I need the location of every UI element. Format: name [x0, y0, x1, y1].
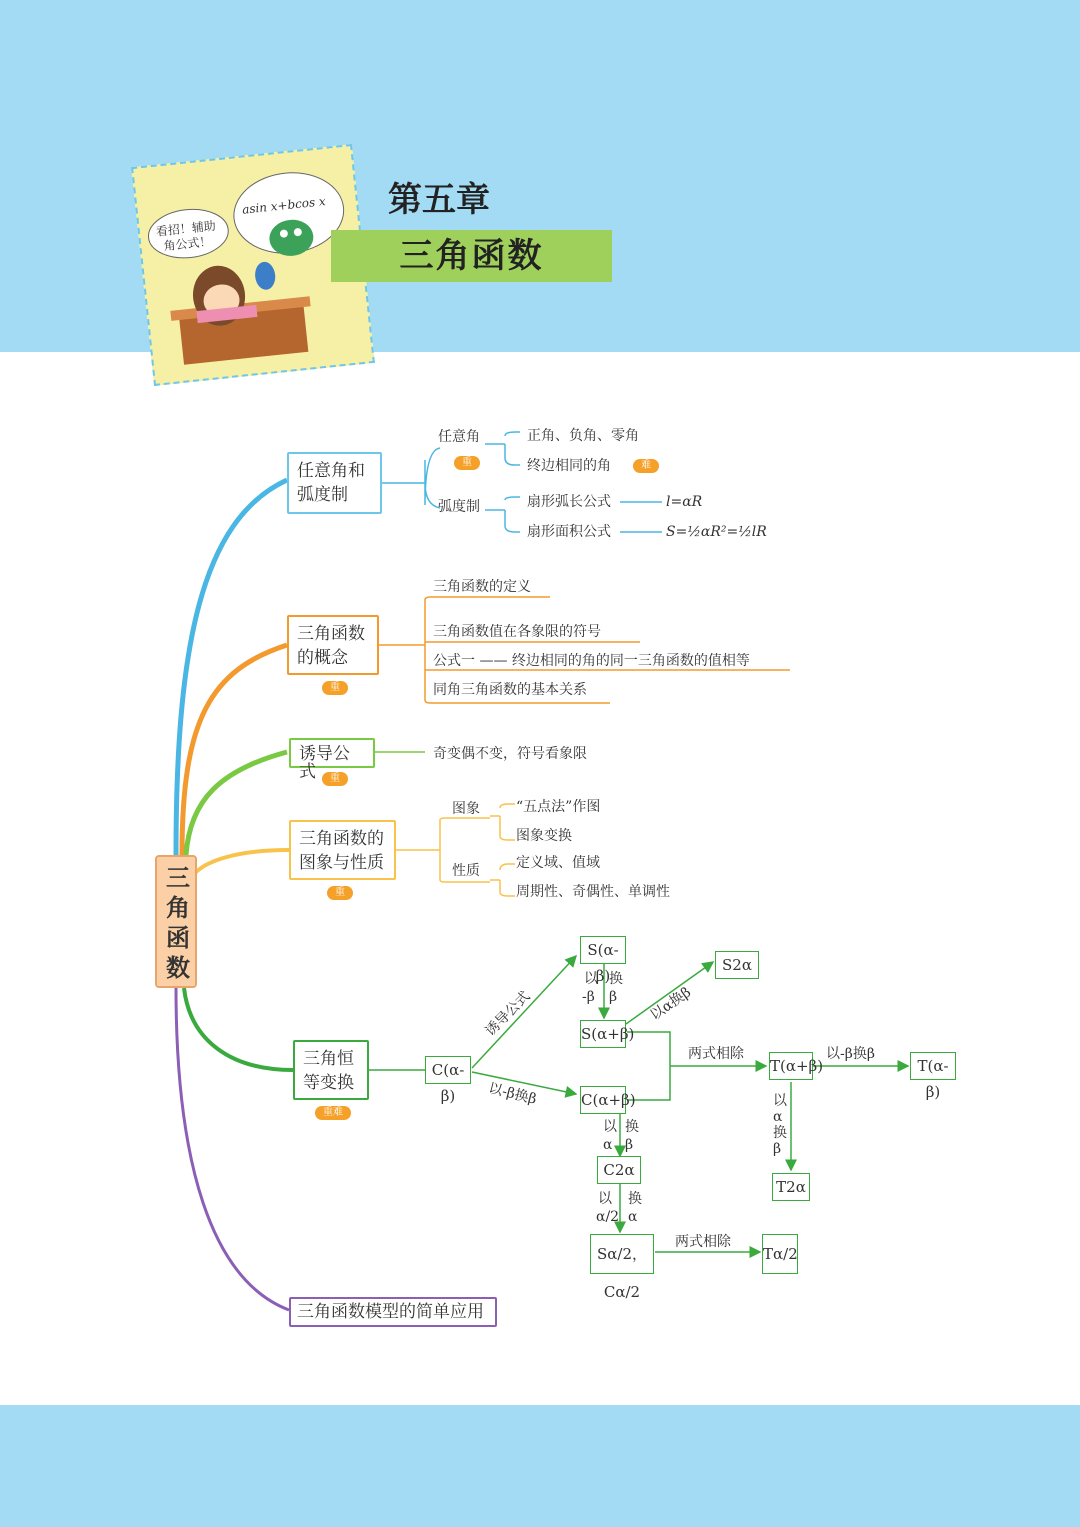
- edge-v-neg-2: -β: [582, 989, 595, 1005]
- item-basic-relation: 同角三角函数的基本关系: [433, 682, 587, 698]
- edge-label-divide: 两式相除: [688, 1046, 744, 1062]
- edge-v-alpha1-3: 换: [625, 1119, 639, 1135]
- badge-key: 重: [322, 772, 348, 786]
- branch4-line2: 图象与性质: [299, 853, 384, 873]
- item-domain-range: 定义域、值域: [516, 855, 600, 871]
- badge-key: 重: [322, 681, 348, 695]
- badge-key: 重: [327, 886, 353, 900]
- edge-v-alpha1-4: β: [625, 1137, 634, 1153]
- speech-right-formula: asin x+bcos x: [241, 194, 327, 217]
- edge-v-half-4: α: [628, 1209, 638, 1225]
- formula-sector-area: S=½αR²=½lR: [666, 524, 767, 540]
- item-coterminal: 终边相同的角: [527, 458, 611, 474]
- edge-label-neg-beta: 以-β换β: [486, 1080, 539, 1108]
- edge-v-alpha2-2: α: [773, 1109, 783, 1125]
- branch5-line2: 等变换: [303, 1073, 354, 1093]
- branch-induction-formula[interactable]: [289, 738, 375, 782]
- node-s-minus: S(α-β): [580, 936, 626, 964]
- sub-properties: 性质: [452, 863, 480, 879]
- node-s-plus: S(α+β): [580, 1020, 626, 1048]
- edge-v-alpha2-1: 以: [773, 1093, 787, 1109]
- item-quadrant-sign: 三角函数值在各象限的符号: [433, 624, 601, 640]
- edge-v-alpha2-3: 换: [773, 1125, 787, 1141]
- branch-graph-properties[interactable]: [289, 820, 396, 880]
- node-c2a: C2α: [597, 1156, 641, 1184]
- branch-trig-model-application[interactable]: [289, 1297, 497, 1327]
- branch-identity-transform[interactable]: [293, 1040, 369, 1100]
- branch1-line1: 任意角和: [297, 461, 365, 481]
- branch1-line2: 弧度制: [297, 485, 348, 505]
- chapter-title: 三角函数: [399, 236, 544, 276]
- root-node: [155, 855, 197, 988]
- badge-key: 重: [454, 456, 480, 470]
- edge-label-induce: 诱导公式: [482, 988, 534, 1040]
- formula-arc-length: l=αR: [666, 494, 703, 510]
- node-t-minus: T(α-β): [910, 1052, 956, 1080]
- edge-label-alpha-beta: 以α换β: [647, 984, 695, 1024]
- item-formula-one: 公式一 —— 终边相同的角的同一三角函数的值相等: [433, 653, 750, 669]
- speech-left-line2: 角公式！: [162, 234, 213, 254]
- branch6-label: 三角函数模型的简单应用: [297, 1302, 484, 1322]
- item-periodicity: 周期性、奇偶性、单调性: [516, 884, 670, 900]
- edge-label-divide2: 两式相除: [675, 1234, 731, 1250]
- node-c-minus: C(α-β): [425, 1056, 471, 1084]
- edge-v-half-2: α/2: [596, 1209, 620, 1225]
- node-t2a: T2α: [772, 1173, 810, 1201]
- sub-radian: 弧度制: [438, 499, 480, 515]
- edge-v-neg-3: 换: [609, 971, 623, 987]
- item-sector-area: 扇形面积公式: [527, 524, 611, 540]
- node-s2a: S2α: [715, 951, 759, 979]
- chapter-number: 第五章: [388, 180, 490, 220]
- badge-hard: 难: [633, 459, 659, 473]
- root-label: 三角函数: [166, 863, 190, 982]
- item-graph-transform: 图象变换: [516, 828, 572, 844]
- edge-v-alpha1-1: 以: [603, 1119, 617, 1135]
- badge-key-hard: 重难: [315, 1106, 351, 1120]
- branch4-line1: 三角函数的: [299, 829, 384, 849]
- item-induction-rule: 奇变偶不变，符号看象限: [433, 746, 587, 762]
- item-definition: 三角函数的定义: [433, 579, 531, 595]
- item-five-point: “五点法”作图: [516, 799, 601, 815]
- edge-v-half-3: 换: [628, 1191, 642, 1207]
- edge-v-neg-1: 以: [584, 971, 598, 987]
- node-c-plus: C(α+β): [580, 1086, 626, 1114]
- node-t-half: Tα/2: [762, 1234, 798, 1274]
- branch2-line1: 三角函数: [297, 624, 365, 644]
- edge-v-alpha2-4: β: [773, 1141, 782, 1157]
- item-angle-types: 正角、负角、零角: [527, 428, 639, 444]
- edge-label-neg-beta-right: 以-β换β: [826, 1046, 875, 1062]
- edge-v-half-1: 以: [598, 1191, 612, 1207]
- branch5-line1: 三角恒: [303, 1049, 354, 1069]
- branch3-label: 诱导公式: [299, 744, 350, 782]
- sub-arbitrary-angle: 任意角: [438, 429, 480, 445]
- item-arc-length: 扇形弧长公式: [527, 494, 611, 510]
- edge-v-alpha1-2: α: [603, 1137, 613, 1153]
- branch-trig-concept[interactable]: [287, 615, 379, 675]
- branch-angle-radian[interactable]: [287, 452, 382, 514]
- sub-graph: 图象: [452, 801, 480, 817]
- node-t-plus: T(α+β): [769, 1052, 813, 1080]
- speech-left-line1: 看招！辅助: [155, 218, 217, 239]
- edge-v-neg-4: β: [609, 989, 618, 1005]
- node-half-angle: Sα/2，Cα/2: [590, 1234, 654, 1274]
- branch2-line2: 的概念: [297, 648, 348, 668]
